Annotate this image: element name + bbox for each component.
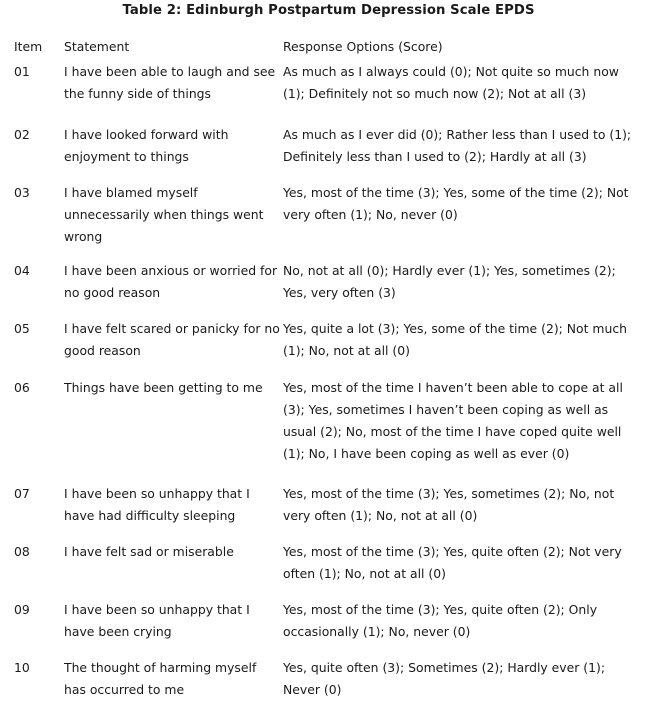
statement-text: Things have been getting to me [64,380,263,395]
statement-text: I have felt sad or miserable [64,544,234,559]
statement-text: I have blamed myself unnecessarily when things went wrong [64,185,264,244]
column-header-responses: Response Options (Score) [283,39,443,54]
table-title: Table 2: Edinburgh Postpartum Depression Scale EPDS [122,3,535,18]
response-options: As much as I ever did (0); Rather less than I used to (1); Definitely less than I used to (2); Hardly at all (3) [283,127,632,164]
item-number: 03 [14,185,30,200]
response-options: Yes, quite a lot (3); Yes, some of the time (2); Not much (1); No, not at all (0) [283,321,628,358]
response-options: Yes, most of the time (3); Yes, sometimes (2); No, not very often (1); No, not at all (0) [283,486,615,523]
statement-text: I have been anxious or worried for no good reason [64,263,278,300]
column-header-item: Item [14,39,43,54]
response-options: Yes, quite often (3); Sometimes (2); Hardly ever (1); Never (0) [283,660,606,697]
statement-text: I have been so unhappy that I have been crying [64,602,250,639]
item-number: 10 [14,660,30,675]
response-options: Yes, most of the time (3); Yes, some of the time (2); Not very often (1); No, never (0) [283,185,629,222]
item-number: 01 [14,64,30,79]
item-number: 08 [14,544,30,559]
item-number: 05 [14,321,30,336]
statement-text: The thought of harming myself has occurred to me [64,660,257,697]
response-options: Yes, most of the time (3); Yes, quite often (2); Not very often (1); No, not at all (0) [283,544,622,581]
statement-text: I have been so unhappy that I have had difficulty sleeping [64,486,250,523]
column-header-statement: Statement [64,39,130,54]
statement-text: I have looked forward with enjoyment to things [64,127,229,164]
response-options: Yes, most of the time I haven’t been able to cope at all (3); Yes, sometimes I haven’t been coping as well as usual (2); No, most of the time I have coped quite well (1); No, I have been coping as well as ever (0) [283,380,623,461]
item-number: 07 [14,486,30,501]
response-options: No, not at all (0); Hardly ever (1); Yes, sometimes (2); Yes, very often (3) [283,263,616,300]
item-number: 06 [14,380,30,395]
item-number: 04 [14,263,30,278]
response-options: Yes, most of the time (3); Yes, quite often (2); Only occasionally (1); No, never (0) [283,602,598,639]
item-number: 02 [14,127,30,142]
statement-text: I have felt scared or panicky for no good reason [64,321,280,358]
item-number: 09 [14,602,30,617]
response-options: As much as I always could (0); Not quite so much now (1); Definitely not so much now (2); Not at all (3) [283,64,619,101]
statement-text: I have been able to laugh and see the funny side of things [64,64,276,101]
